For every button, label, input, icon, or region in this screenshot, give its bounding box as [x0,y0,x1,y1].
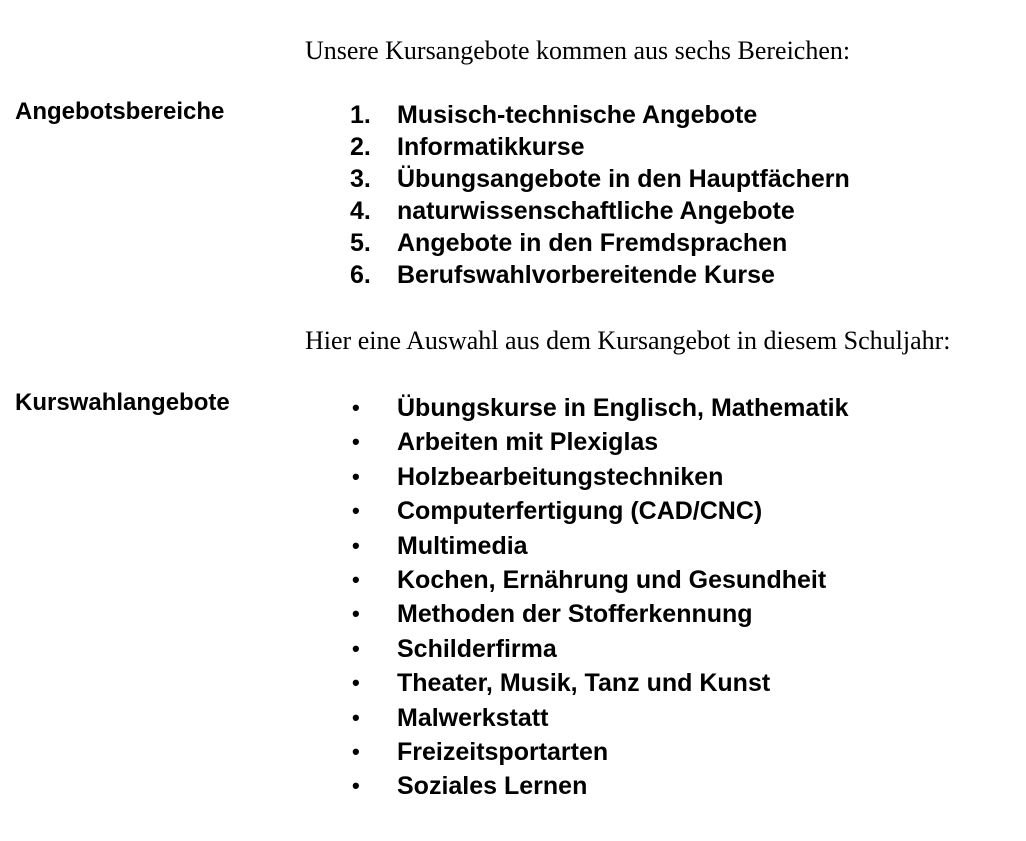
side-label-angebotsbereiche: Angebotsbereiche [15,98,225,125]
bullet-icon: • [352,670,360,696]
list-number: 2. [350,133,371,161]
list-item-text: Malwerkstatt [397,703,549,732]
list-item [350,529,848,563]
list-item-text: Schilderfirma [397,634,557,663]
bullet-icon: • [352,566,360,592]
list-item-text: Berufswahlvorbereitende Kurse [397,261,775,289]
list-item [350,597,848,631]
list-item [350,391,848,425]
list-item [350,769,848,803]
numbered-list-course-areas [350,99,850,291]
list-number: 3. [350,165,371,193]
list-number: 4. [350,197,371,225]
list-item [350,195,850,227]
bullet-icon: • [352,704,360,730]
list-item-text: Arbeiten mit Plexiglas [397,428,659,457]
bullet-icon: • [352,498,360,524]
list-item-text: Informatikkurse [397,133,585,161]
list-item-text: Übungsangebote in den Hauptfächern [397,165,850,193]
list-item-text: Theater, Musik, Tanz und Kunst [397,669,771,698]
bullet-icon: • [352,738,360,764]
list-number: 5. [350,229,371,257]
bullet-icon: • [352,532,360,558]
list-item [350,563,848,597]
bullet-icon: • [352,429,360,455]
intro-paragraph-selection: Hier eine Auswahl aus dem Kursangebot in diesem Schuljahr: [305,326,951,355]
list-item [350,460,848,494]
list-item [350,227,850,259]
list-item [350,259,850,291]
list-item-text: Methoden der Stofferkennung [397,600,753,629]
side-label-kurswahlangebote: Kurswahlangebote [15,389,230,416]
intro-paragraph-areas: Unsere Kursangebote kommen aus sechs Bereichen: [305,36,851,65]
list-number: 6. [350,261,371,289]
list-item-text: Holzbearbeitungstechniken [397,462,724,491]
list-item-text: Angebote in den Fremdsprachen [397,229,788,257]
bullet-icon: • [352,601,360,627]
list-item [350,494,848,528]
list-item [350,99,850,131]
list-item-text: Freizeitsportarten [397,737,609,766]
list-item [350,632,848,666]
list-item-text: Musisch-technische Angebote [397,101,758,129]
list-item [350,735,848,769]
list-item [350,163,850,195]
list-item-text: Computerfertigung (CAD/CNC) [397,497,763,526]
list-item-text: Multimedia [397,531,528,560]
list-item-text: Kochen, Ernährung und Gesundheit [397,565,827,594]
bullet-icon: • [352,635,360,661]
list-item [350,425,848,459]
bullet-list-course-offers [350,391,848,804]
bullet-icon: • [352,463,360,489]
list-item-text: Übungskurse in Englisch, Mathematik [397,394,849,422]
list-item-text: naturwissenschaftliche Angebote [397,197,795,225]
list-item [350,131,850,163]
list-item-text: Soziales Lernen [397,772,588,801]
list-number: 1. [350,101,371,129]
bullet-icon: • [352,773,360,799]
bullet-icon: • [352,395,360,420]
list-item [350,701,848,735]
list-item [350,666,848,700]
